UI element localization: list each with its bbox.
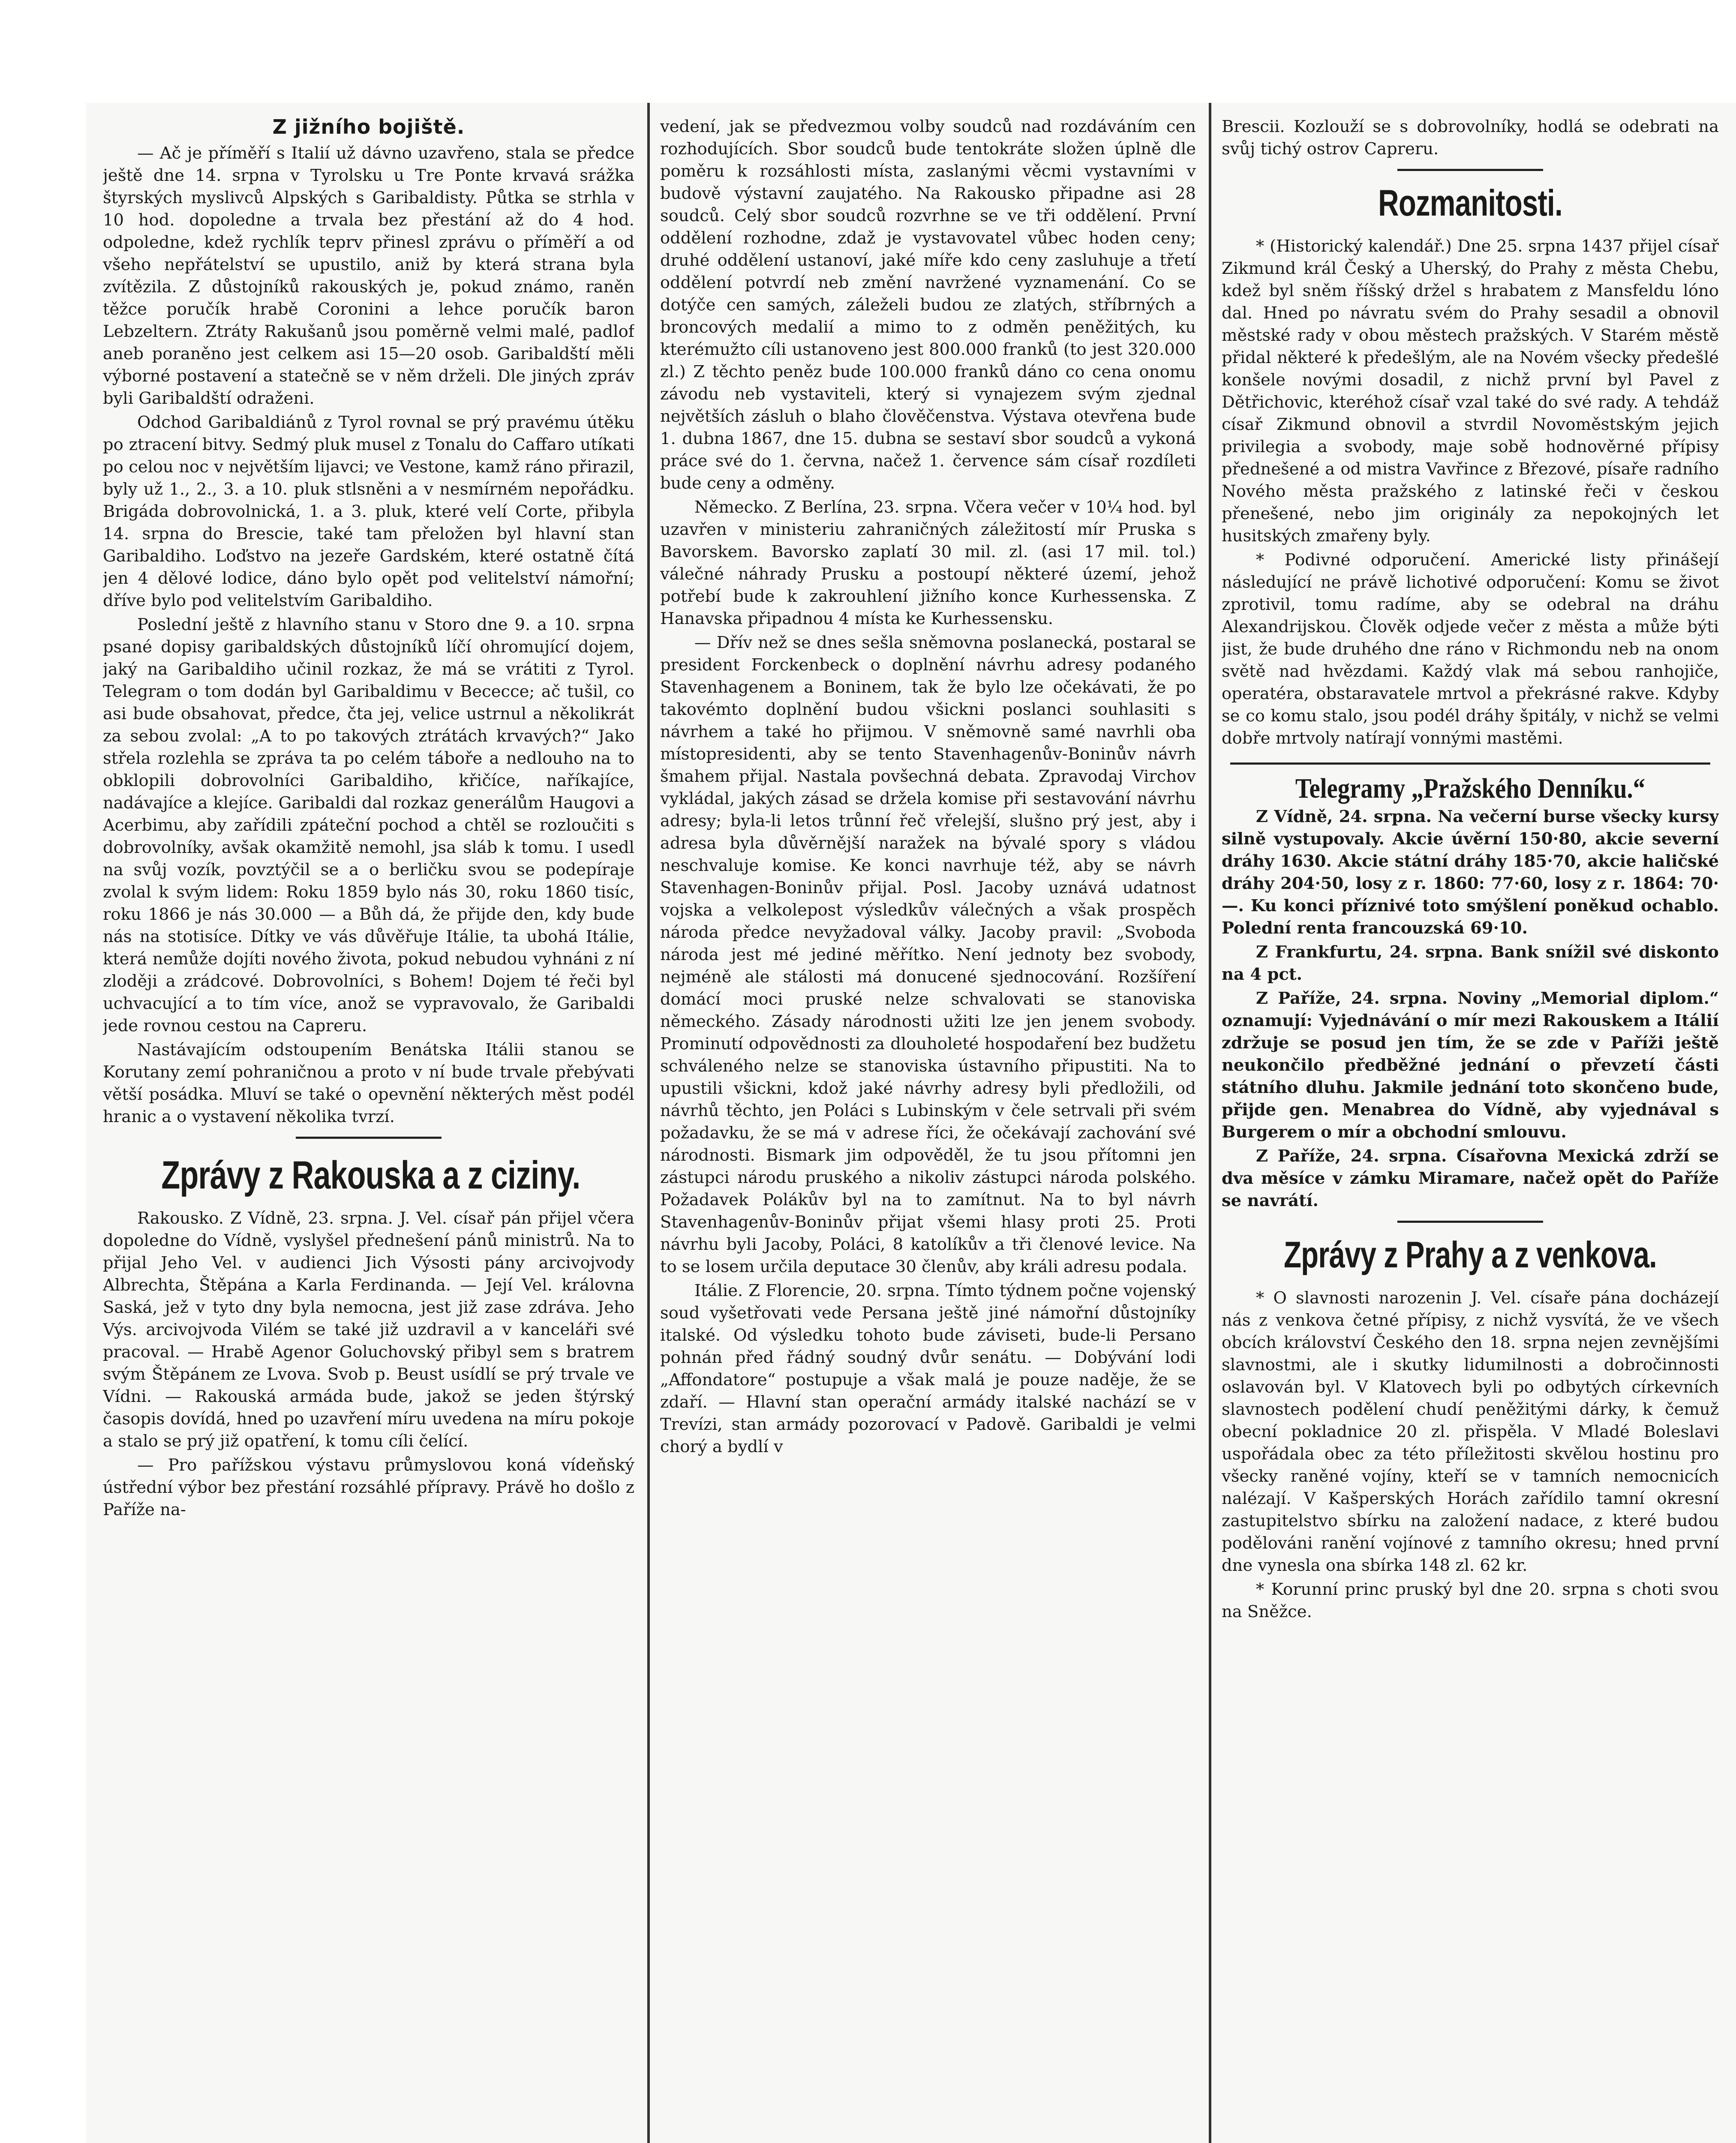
telegram-paragraph: Z Paříže, 24. srpna. Noviny „Memorial diplom.“ oznamují: Vyjednávání o mír mezi Rakouskem a Itálií zdržuje se posud jen tím, že se zde v Paříži ještě neukončilo předběžné jednání o převzetí části státního dluhu. Jakmile jednání toto skončeno bude, přijde gen. Menabrea do Vídně, aby vyjednával s Burgerem o mír a obchodní smlouvu. <box>1222 989 1719 1142</box>
column-rule-right <box>1209 103 1211 2143</box>
article-paragraph: * O slavnosti narozenin J. Vel. císaře pána docházejí nás z venkova četné přípisy, z nichž vysvítá, že ve všech obcích království Českého den 18. srpna nejen zevnějšími slavnostmi, ale i skutky lidumilnosti a dobročinnosti oslavován byl. V Klatovech byli po odbytých církevních slavnostech podělení chudí peněžitými dárky, k čemuž obecní pokladnice 20 zl. přispěla. V Mladé Boleslavi uspořádala obec za této příležitosti skvělou hostinu pro všecky raněné vojíny, kteří se v tamních nemocnicích nalézají. V Kašperských Horách zařídilo tamní okresní zastupitelstvo sbírku na založení nadace, z které budou podělováni ranění vojínové z tamního okresu; hned první dne vynesla ona sbírka 148 zl. 62 kr. <box>1222 1288 1719 1575</box>
divider <box>1397 1221 1543 1223</box>
column-rule-left <box>647 103 650 2143</box>
divider <box>1397 169 1543 171</box>
article-heading-south-front: Z jižního bojiště. <box>272 116 465 138</box>
section-title-austria-abroad: Zprávy z Rakouska a z ciziny. <box>161 1153 580 1197</box>
column-3 <box>1222 116 1719 1623</box>
article-paragraph: Německo. Z Berlína, 23. srpna. Včera večer v 10¼ hod. byl uzavřen v ministeriu zahraničných záležitostí mír Pruska s Bavorskem. Bavorsko zaplatí 30 mil. zl. (asi 17 mil. tol.) válečné náhrady Prusku a postoupí některé území, jehož potřebí bude k zakrouhlení jižního konce Kurhessenska. Z Hanavska připadnou 4 místa ke Kurhessensku. <box>660 498 1196 628</box>
column-1 <box>103 116 634 1521</box>
article-paragraph: Rakousko. Z Vídně, 23. srpna. J. Vel. císař pán přijel včera dopoledne do Vídně, vyslyšel přednešení pánů ministrů. Na to přijal Jeho Vel. v audienci Jich Výsosti pány arcivojvody Albrechta, Štěpána a Karla Ferdinanda. — Její Vel. královna Saská, jež v tyto dny byla nemocna, jest již zase zdráva. Jeho Výs. arcivojvoda Vilém se také již uzdravil a v kanceláři své pracoval. — Hrabě Agenor Goluchovský přibyl sem s bratrem svým Štěpánem ze Lvova. Svob p. Beust usídlí se prý trvale ve Vídni. — Rakouská armáda bude, jakož se jeden štýrský časopis dovídá, hned po uzavření míru uvedena na míru pokoje a stalo se prý již opatření, k tomu cíli čelící. <box>103 1209 634 1451</box>
article-paragraph: — Ač je příměří s Italií už dávno uzavřeno, stala se předce ještě dne 14. srpna v Tyrolsku u Tre Ponte krvavá srážka štyrských myslivců Alpských s Garibaldisty. Půtka se strhla v 10 hod. dopoledne a trvala bez přestání až do 4 hod. odpoledne, kdež rychlík teprv přinesl zprávu o příměří a od všeho nepřátelství se upustilo, aniž by která strana byla zvítězila. Z důstojníků rakouských je, pokud známo, raněn těžce poručík hrabě Coronini a lehce poručík baron Lebzeltern. Ztráty Rakušanů jsou poměrně velmi malé, padlof aneb poraněno jest celkem asi 15—20 osob. Garibaldští měli výborné postavení a statečně se v něm drželi. Dle jiných zpráv byli Garibaldští odraženi. <box>103 144 634 408</box>
telegram-paragraph: Z Vídně, 24. srpna. Na večerní burse všecky kursy silně vystupovaly. Akcie úvěrní 150·80, akcie severní dráhy 1630. Akcie státní dráhy 185·70, akcie haličské dráhy 204·50, losy z r. 1860: 77·60, losy z r. 1864: 70·—. Ku konci příznivé toto smýšlení poněkud ochablo. Polední renta francouzská 69·10. <box>1222 807 1719 938</box>
column-2 <box>660 116 1196 1458</box>
telegram-paragraph: Z Frankfurtu, 24. srpna. Bank snížil své diskonto na 4 pct. <box>1222 942 1719 984</box>
telegram-paragraph: Z Paříže, 24. srpna. Císařovna Mexická zdrží se dva měsíce v zámku Miramare, načež opět do Paříže se navrátí. <box>1222 1147 1719 1210</box>
article-paragraph: Odchod Garibaldiánů z Tyrol rovnal se prý pravému útěku po ztracení bitvy. Sedmý pluk musel z Tonalu do Caffaro utíkati po celou noc v největším lijavci; ve Vestone, kamž ráno přirazil, byly už 1., 2., 3. a 10. pluk stlsněni a v nesmírném nepořádku. Brigáda dobrovolnická, 1. a 3. pluk, které velí Corte, přibyla 14. srpna do Brescie, také tam přeložen byl hlavní stan Garibaldiho. Loďstvo na jezeře Gardském, které ostatně čítá jen 4 dělové lodice, dáno bylo opět pod velitelství námořní; dříve bylo pod velitelstvím Garibaldiho. <box>103 413 634 610</box>
article-paragraph: Poslední ještě z hlavního stanu v Storo dne 9. a 10. srpna psané dopisy garibaldských důstojníků líčí ohromující dojem, jaký na Garibaldiho učinil rozkaz, že má se vrátiti z Tyrol. Telegram o tom dodán byl Garibaldimu v Bececce; ač tušil, co asi bude obsahovat, předce, čta jej, velice ustrnul a několikrát za sebou zvolal: „A to po takových ztrátách krvavých?“ Jako střela rozlehla se zpráva ta po celém táboře a nedlouho na to obklopili dobrovolníci Garibaldiho, křičíce, naříkajíce, nadávajíce a klejíce. Garibaldi dal rozkaz generálům Haugovi a Acerbimu, aby zařídili zpáteční pochod a chtěl se rozloučiti s dobrovolníky, avšak okamžitě nemohl, jsa sláb k tomu. I usedl na svůj vozík, povztýčil se a o berličku svou se podepíraje zvolal k svým lidem: Roku 1859 bylo nás 30, roku 1860 tisíc, roku 1866 je nás 30.000 — a Bůh dá, že přijde den, kdy bude nás na stotisíce. Dítky ve vás důvěřuje Itálie, ta ubohá Itálie, která nemůže dojíti nového života, pokud nebudou vyhnáni z ní zloději a zrádcové. Dobrovolníci, s Bohem! Dojem té řeči byl uchvacující a to tím více, anož se vypravovalo, že Garibaldi jede rovnou cestou na Capreru. <box>103 615 634 1035</box>
section-title-miscellany: Rozmanitosti. <box>1378 183 1562 224</box>
article-paragraph: * Podivné odporučení. Americké listy přinášejí následující ne právě lichotivé odporučení: Komu se život zprotivil, tomu radíme, aby se odebral na dráhu Alexandrijskou. Člověk odjede večer z města a může býti jist, že bude druhého dne ráno v Richmondu neb na onom světě nad hvězdami. Každý vlak má sebou ranhojiče, operatéra, obstaravatele mrtvol a překrásné rakve. Kdyby se co komu stalo, jsou podél dráhy špitály, v nichž se velmi dobře mrtvoly natírají vonnými mastěmi. <box>1222 550 1719 748</box>
section-title-telegrams: Telegramy „Pražského Denníku.“ <box>1295 773 1646 804</box>
article-paragraph: * Korunní princ pruský byl dne 20. srpna s choti svou na Sněžce. <box>1222 1580 1719 1621</box>
telegram-block <box>1222 806 1719 1212</box>
article-paragraph: * (Historický kalendář.) Dne 25. srpna 1437 přijel císař Zikmund král Český a Uherský, do Prahy z města Chebu, kdež byl sněm říšský držel s hrabatem z Mansfeldu lóno dal. Hned po návratu svém do Prahy sesadil a obnovil městské rady v obou městech pražských. V Starém městě přidal některé k předešlým, ale na Novém všecky předešlé konšele novými dosadil, z nichž první byl Pavel z Dětřichovic, kteréhož císař vzal také do své rady. A tehdáž císař Zikmund obnovil a stvrdil Novoměstským jejich privilegia a svobody, maje sobě hodnověrné přípisy přednešené a od mistra Vavřince z Březové, písaře radního Nového města pražského z latinské řeči v českou přenešené, nebo jim originály za nepokojných let husitských zmařeny byly. <box>1222 237 1719 546</box>
article-paragraph: Nastávajícím odstoupením Benátska Itálii stanou se Korutany zemí pohraničnou a proto v ní bude trvale přebývati větší posádka. Mluví se také o opevnění některých měst podél hranic a o vystavení několika tvrzí. <box>103 1040 634 1126</box>
section-title-prague-country: Zprávy z Prahy a z venkova. <box>1283 1234 1657 1276</box>
article-paragraph: — Pro pařížskou výstavu průmyslovou koná vídeňský ústřední výbor bez přestání rozsáhlé přípravy. Právě ho došlo z Paříže na- <box>103 1456 634 1519</box>
divider <box>1230 762 1710 765</box>
article-paragraph: Brescii. Kozlouží se s dobrovolníky, hodlá se odebrati na svůj tichý ostrov Capreru. <box>1222 117 1719 159</box>
newspaper-page <box>86 103 1736 2143</box>
article-paragraph: vedení, jak se předvezmou volby soudců nad rozdáváním cen rozhodujících. Sbor soudců bude tentokráte složen úplně dle poměru k rozsáhlosti místa, zaslanými věcmi vystavními v budově výstavní zaujatého. Na Rakousko připadne asi 28 soudců. Celý sbor soudců rozvrhne se ve tři oddělení. První oddělení rozhodne, zdaž je vystavovatel vůbec hoden ceny; druhé oddělení ustanoví, jaké míře kdo ceny zasluhuje a třetí oddělení potvrdí neb změní navržené vyznamenání. Co se dotýče cen samých, záleželi budou ze zlatých, stříbrných a broncových medalií a mimo to z odměn peněžitých, ku kterémužto cíli ustanoveno jest 800.000 franků (to jest 320.000 zl.) Z těchto peněz bude 100.000 franků dáno co cena onomu závodu neb vystaviteli, který si vynajezem svým zjednal největších zásluh o blaho člověčenstva. Výstava otevřena bude 1. dubna 1867, dne 15. dubna se sestaví sbor soudců a vykoná práce své do 1. června, načež 1. července sám císař rozdíleti bude ceny a odměny. <box>660 117 1196 493</box>
article-paragraph: Itálie. Z Florencie, 20. srpna. Tímto týdnem počne vojenský soud vyšetřovati vede Persana ještě jiné námořní důstojníky italské. Od výsledku tohoto bude záviseti, bude-li Persano pohnán před řádný soudný dvůr senátu. — Dobývání lodi „Affondatore“ postupuje a však malá je pouze naděje, že se zdaří. — Hlavní stan operační armády italské nachází se v Trevízi, stan armády pozorovací v Padově. Garibaldi je velmi chorý a bydlí v <box>660 1281 1196 1456</box>
article-paragraph: — Dřív než se dnes sešla sněmovna poslanecká, postaral se president Forckenbeck o doplnění návrhu adresy podaného Stavenhagenem a Boninem, tak že bylo lze očekávati, že po takovémto doplnění budou všickni poslanci souhlasiti s návrhem a také ho přijmou. V sněmovně samé navrhli oba místopresidenti, aby se tento Stavenhagenův-Boninův návrh šmahem přijal. Nastala povšechná debata. Zpravodaj Virchov vykládal, jakých zásad se držela komise při sestavování návrhu adresy; byla-li letos trůnní řeč vřelejší, slušno prý jest, aby i adresa byla důvěrnější naražek na bývalé spory s vládou neschvaluje komise. Ke konci navrhuje též, aby se návrh Stavenhagen-Boninův přijal. Posl. Jacoby uznává udatnost vojska a velkolepost výsledkův válečných a však prospěch národa předce nevyžadoval války. Jacoby pravil: „Svoboda národa jest mé jediné měřítko. Není jednoty bez svobody, nejméně ale stálosti má donucené sjednocování. Rozšíření domácí moci pruské nelze schvalovati se stanoviska německého. Zásady národnosti užiti lze jen jenem svobody. Prominutí odpovědnosti za dlouholeté hospodaření bez budžetu schváleného nelze se stanoviska ústavního připustiti. Na to upustili všickni, kdož jaké návrhy adresy byli předložili, od návrhů těchto, jen Poláci s Lubinským v čele setrvali při svém požadavku, že se má v adrese říci, že očekávají zachování své národnosti. Bismark jim odpověděl, že tu jsou přítomni jen zástupci národu pruského a nikoliv zástupci národa polského. Požadavek Polákův byl na to zamítnut. Na to byl návrh Stavenhagenův-Boninův přijat všemi hlasy proti 25. Proti návrhu byli Jacoby, Poláci, 8 katolíkův a tři členové levice. Na to se losem určila deputace 30 členův, aby králi adresu podala. <box>660 633 1196 1276</box>
divider <box>296 1137 442 1139</box>
